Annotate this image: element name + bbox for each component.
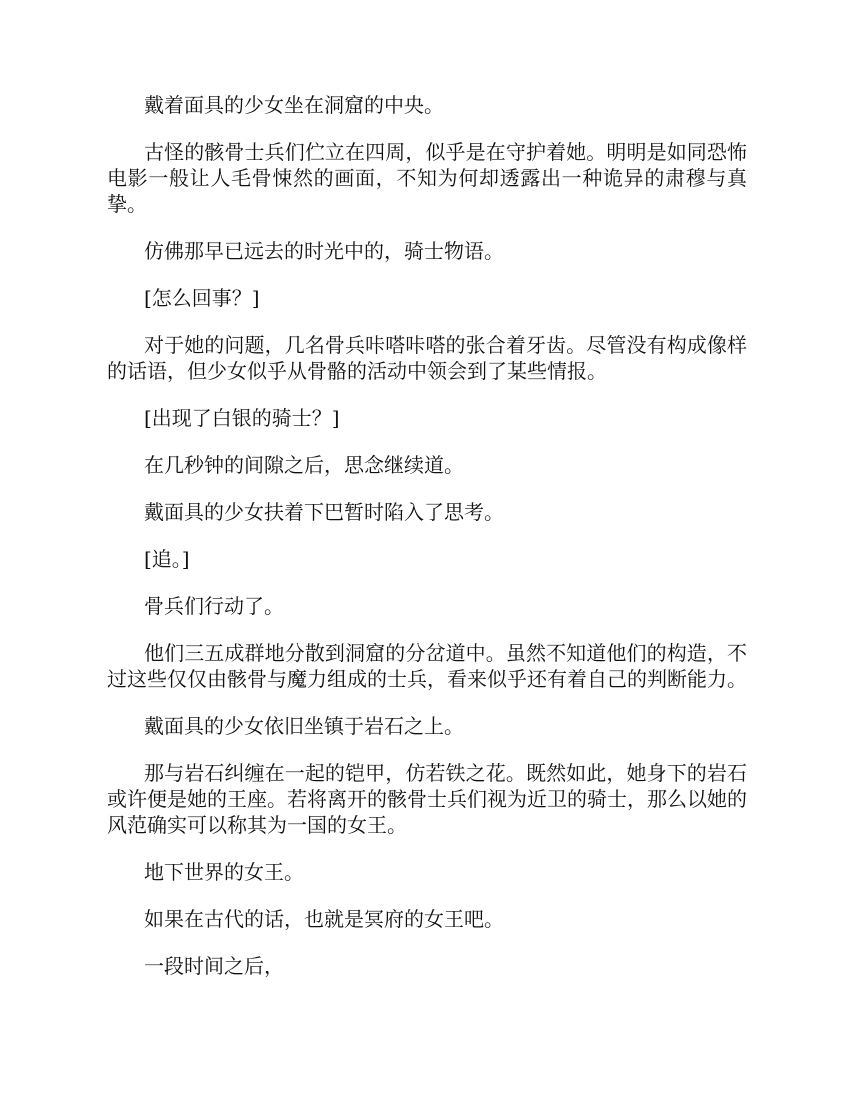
paragraph: 戴面具的少女依旧坐镇于岩石之上。: [144, 714, 464, 738]
paragraph: 戴面具的少女扶着下巴暂时陷入了思考。: [144, 500, 504, 524]
paragraph: 他们三五成群地分散到洞窟的分岔道中。虽然不知道他们的构造，不过这些仅仅由骸骨与魔力组成的士兵，看来似乎还有着自己的判断能力。: [107, 641, 747, 691]
paragraph: 骨兵们行动了。: [144, 594, 284, 618]
paragraph: 地下世界的女王。: [144, 860, 304, 884]
paragraph: 仿佛那早已远去的时光中的，骑士物语。: [144, 239, 504, 263]
paragraph: 那与岩石纠缠在一起的铠甲，仿若铁之花。既然如此，她身下的岩石或许便是她的王座。若将离开的骸骨士兵们视为近卫的骑士，那么以她的风范确实可以称其为一国的女王。: [107, 761, 747, 837]
paragraph: 对于她的问题，几名骨兵咔嗒咔嗒的张合着牙齿。尽管没有构成像样的话语，但少女似乎从骨骼的活动中领会到了某些情报。: [107, 333, 747, 383]
paragraph: 古怪的骸骨士兵们伫立在四周，似乎是在守护着她。明明是如同恐怖电影一般让人毛骨悚然的画面，不知为何却透露出一种诡异的肃穆与真挚。: [107, 140, 747, 216]
document-page: [107, 92, 747, 1000]
paragraph: [出现了白银的骑士？]: [144, 406, 340, 430]
paragraph: [追。]: [144, 547, 190, 571]
paragraph: [怎么回事？]: [144, 286, 260, 310]
paragraph: 如果在古代的话，也就是冥府的女王吧。: [144, 907, 504, 931]
paragraph: 戴着面具的少女坐在洞窟的中央。: [144, 93, 444, 117]
paragraph: 在几秒钟的间隙之后，思念继续道。: [144, 453, 464, 477]
paragraph: 一段时间之后，: [144, 954, 284, 978]
